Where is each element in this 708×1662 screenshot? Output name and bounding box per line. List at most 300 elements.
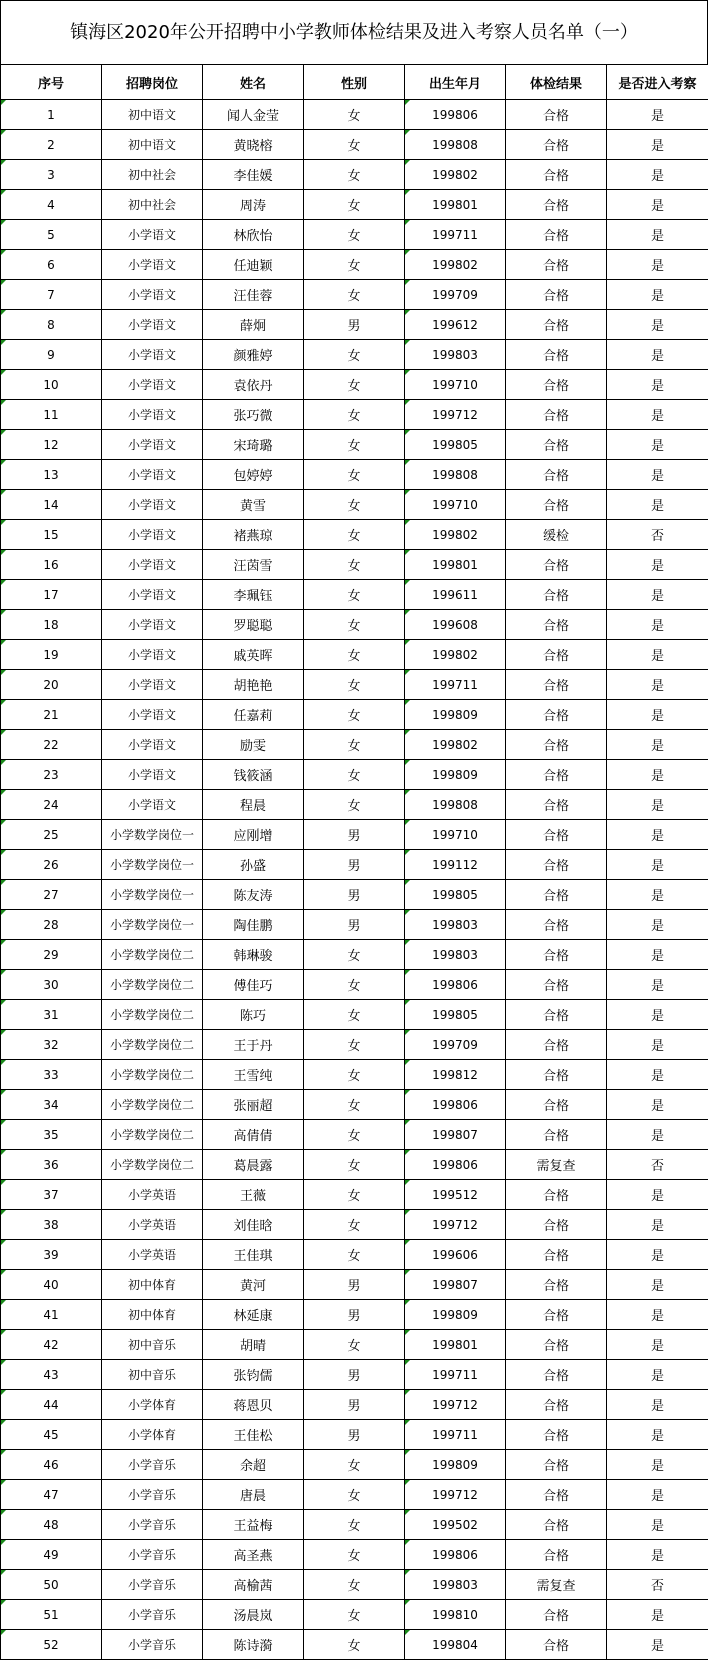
cell-inspection: 是 <box>607 1420 708 1450</box>
cell-index: 23 <box>1 760 102 790</box>
cell-birth: 199807 <box>405 1270 506 1300</box>
page-title: 镇海区2020年公开招聘中小学教师体检结果及进入考察人员名单（一） <box>0 0 708 64</box>
cell-index: 50 <box>1 1570 102 1600</box>
cell-gender: 女 <box>304 430 405 460</box>
cell-index: 51 <box>1 1600 102 1630</box>
cell-name: 程晨 <box>203 790 304 820</box>
table-row <box>1 430 708 460</box>
table-row <box>1 460 708 490</box>
cell-exam-result: 合格 <box>506 280 607 310</box>
cell-position: 小学语文 <box>102 280 203 310</box>
cell-position: 小学数学岗位一 <box>102 850 203 880</box>
cell-gender: 女 <box>304 280 405 310</box>
cell-birth: 199802 <box>405 520 506 550</box>
cell-position: 小学语文 <box>102 520 203 550</box>
cell-name: 胡晴 <box>203 1330 304 1360</box>
cell-index: 44 <box>1 1390 102 1420</box>
table-row <box>1 220 708 250</box>
cell-index: 2 <box>1 130 102 160</box>
cell-name: 袁依丹 <box>203 370 304 400</box>
table-body <box>1 100 708 1660</box>
cell-exam-result: 合格 <box>506 1300 607 1330</box>
header-gender: 性别 <box>304 65 405 100</box>
cell-name: 高榆茜 <box>203 1570 304 1600</box>
cell-name: 王益梅 <box>203 1510 304 1540</box>
cell-birth: 199512 <box>405 1180 506 1210</box>
cell-position: 小学语文 <box>102 550 203 580</box>
cell-exam-result: 合格 <box>506 1420 607 1450</box>
cell-name: 陈诗漪 <box>203 1630 304 1660</box>
cell-position: 小学语文 <box>102 460 203 490</box>
cell-position: 小学数学岗位二 <box>102 970 203 1000</box>
cell-inspection: 是 <box>607 550 708 580</box>
cell-gender: 女 <box>304 730 405 760</box>
cell-inspection: 否 <box>607 1570 708 1600</box>
cell-position: 小学数学岗位二 <box>102 1090 203 1120</box>
cell-inspection: 是 <box>607 1600 708 1630</box>
cell-birth: 199710 <box>405 490 506 520</box>
cell-exam-result: 合格 <box>506 430 607 460</box>
cell-name: 林欣怡 <box>203 220 304 250</box>
cell-birth: 199807 <box>405 1120 506 1150</box>
cell-position: 小学语文 <box>102 670 203 700</box>
cell-index: 37 <box>1 1180 102 1210</box>
table-row <box>1 490 708 520</box>
cell-index: 35 <box>1 1120 102 1150</box>
cell-index: 38 <box>1 1210 102 1240</box>
cell-name: 王于丹 <box>203 1030 304 1060</box>
cell-exam-result: 合格 <box>506 190 607 220</box>
cell-inspection: 是 <box>607 730 708 760</box>
cell-birth: 199803 <box>405 910 506 940</box>
cell-gender: 女 <box>304 1510 405 1540</box>
cell-birth: 199803 <box>405 1570 506 1600</box>
cell-gender: 女 <box>304 1240 405 1270</box>
cell-gender: 女 <box>304 490 405 520</box>
table-row <box>1 610 708 640</box>
cell-name: 陶佳鹏 <box>203 910 304 940</box>
cell-inspection: 是 <box>607 190 708 220</box>
cell-position: 小学语文 <box>102 220 203 250</box>
cell-position: 小学音乐 <box>102 1510 203 1540</box>
table-row <box>1 760 708 790</box>
cell-gender: 男 <box>304 1420 405 1450</box>
cell-exam-result: 合格 <box>506 1480 607 1510</box>
cell-position: 小学语文 <box>102 370 203 400</box>
cell-gender: 女 <box>304 1480 405 1510</box>
cell-index: 8 <box>1 310 102 340</box>
cell-exam-result: 合格 <box>506 1330 607 1360</box>
table-row <box>1 910 708 940</box>
cell-inspection: 否 <box>607 520 708 550</box>
cell-inspection: 是 <box>607 220 708 250</box>
cell-inspection: 是 <box>607 970 708 1000</box>
cell-index: 27 <box>1 880 102 910</box>
cell-inspection: 是 <box>607 1360 708 1390</box>
header-birth: 出生年月 <box>405 65 506 100</box>
cell-position: 初中体育 <box>102 1300 203 1330</box>
cell-inspection: 是 <box>607 580 708 610</box>
cell-birth: 199711 <box>405 670 506 700</box>
cell-index: 26 <box>1 850 102 880</box>
cell-birth: 199801 <box>405 190 506 220</box>
cell-exam-result: 合格 <box>506 700 607 730</box>
cell-gender: 女 <box>304 1090 405 1120</box>
cell-index: 10 <box>1 370 102 400</box>
cell-gender: 女 <box>304 340 405 370</box>
cell-position: 小学音乐 <box>102 1540 203 1570</box>
cell-gender: 男 <box>304 880 405 910</box>
cell-inspection: 是 <box>607 310 708 340</box>
cell-index: 20 <box>1 670 102 700</box>
cell-inspection: 是 <box>607 1240 708 1270</box>
cell-name: 胡艳艳 <box>203 670 304 700</box>
cell-name: 戚英晖 <box>203 640 304 670</box>
table-row <box>1 310 708 340</box>
cell-name: 罗聪聪 <box>203 610 304 640</box>
cell-name: 周涛 <box>203 190 304 220</box>
cell-gender: 女 <box>304 400 405 430</box>
cell-birth: 199802 <box>405 160 506 190</box>
cell-position: 初中语文 <box>102 100 203 130</box>
cell-exam-result: 合格 <box>506 940 607 970</box>
cell-position: 小学语文 <box>102 250 203 280</box>
table-row <box>1 1360 708 1390</box>
cell-name: 钱筱涵 <box>203 760 304 790</box>
cell-index: 42 <box>1 1330 102 1360</box>
cell-index: 5 <box>1 220 102 250</box>
cell-position: 小学语文 <box>102 490 203 520</box>
cell-name: 薛炯 <box>203 310 304 340</box>
cell-name: 颜雅婷 <box>203 340 304 370</box>
cell-inspection: 是 <box>607 100 708 130</box>
cell-index: 12 <box>1 430 102 460</box>
cell-birth: 199712 <box>405 1210 506 1240</box>
cell-name: 李珮钰 <box>203 580 304 610</box>
table-row <box>1 1630 708 1660</box>
cell-name: 傅佳巧 <box>203 970 304 1000</box>
cell-birth: 199709 <box>405 280 506 310</box>
cell-gender: 女 <box>304 250 405 280</box>
cell-name: 王雪纯 <box>203 1060 304 1090</box>
cell-exam-result: 合格 <box>506 1540 607 1570</box>
cell-position: 小学数学岗位二 <box>102 1000 203 1030</box>
cell-gender: 女 <box>304 460 405 490</box>
cell-index: 7 <box>1 280 102 310</box>
table-row <box>1 730 708 760</box>
cell-inspection: 是 <box>607 880 708 910</box>
cell-exam-result: 合格 <box>506 730 607 760</box>
cell-name: 王薇 <box>203 1180 304 1210</box>
cell-inspection: 是 <box>607 1060 708 1090</box>
table-row <box>1 640 708 670</box>
table-row <box>1 280 708 310</box>
table-row <box>1 670 708 700</box>
cell-index: 11 <box>1 400 102 430</box>
cell-inspection: 是 <box>607 1180 708 1210</box>
cell-position: 小学数学岗位二 <box>102 1060 203 1090</box>
cell-gender: 女 <box>304 1180 405 1210</box>
table-row <box>1 100 708 130</box>
cell-exam-result: 合格 <box>506 130 607 160</box>
cell-position: 小学语文 <box>102 580 203 610</box>
cell-birth: 199809 <box>405 1450 506 1480</box>
cell-index: 25 <box>1 820 102 850</box>
cell-name: 高倩倩 <box>203 1120 304 1150</box>
cell-birth: 199810 <box>405 1600 506 1630</box>
cell-exam-result: 合格 <box>506 640 607 670</box>
cell-inspection: 是 <box>607 1120 708 1150</box>
cell-exam-result: 合格 <box>506 850 607 880</box>
cell-name: 任嘉莉 <box>203 700 304 730</box>
table-row <box>1 370 708 400</box>
cell-inspection: 是 <box>607 940 708 970</box>
cell-inspection: 是 <box>607 1300 708 1330</box>
cell-position: 小学英语 <box>102 1210 203 1240</box>
cell-index: 34 <box>1 1090 102 1120</box>
cell-position: 小学音乐 <box>102 1480 203 1510</box>
cell-index: 17 <box>1 580 102 610</box>
cell-index: 52 <box>1 1630 102 1660</box>
cell-inspection: 是 <box>607 1000 708 1030</box>
cell-exam-result: 合格 <box>506 1060 607 1090</box>
cell-exam-result: 合格 <box>506 1030 607 1060</box>
cell-birth: 199805 <box>405 430 506 460</box>
cell-gender: 女 <box>304 370 405 400</box>
table-row <box>1 1030 708 1060</box>
cell-exam-result: 合格 <box>506 880 607 910</box>
cell-index: 3 <box>1 160 102 190</box>
cell-gender: 女 <box>304 670 405 700</box>
cell-gender: 女 <box>304 520 405 550</box>
cell-gender: 女 <box>304 1000 405 1030</box>
table-row <box>1 1090 708 1120</box>
cell-inspection: 是 <box>607 640 708 670</box>
cell-index: 21 <box>1 700 102 730</box>
table-row <box>1 970 708 1000</box>
cell-inspection: 是 <box>607 1630 708 1660</box>
cell-position: 小学英语 <box>102 1180 203 1210</box>
cell-index: 1 <box>1 100 102 130</box>
table-row <box>1 1420 708 1450</box>
cell-name: 林延康 <box>203 1300 304 1330</box>
cell-name: 励雯 <box>203 730 304 760</box>
cell-name: 黄雪 <box>203 490 304 520</box>
cell-exam-result: 合格 <box>506 1180 607 1210</box>
cell-name: 唐晨 <box>203 1480 304 1510</box>
cell-exam-result: 合格 <box>506 100 607 130</box>
cell-name: 张丽超 <box>203 1090 304 1120</box>
cell-inspection: 是 <box>607 610 708 640</box>
cell-gender: 女 <box>304 1150 405 1180</box>
cell-inspection: 是 <box>607 1450 708 1480</box>
cell-exam-result: 合格 <box>506 1210 607 1240</box>
cell-inspection: 是 <box>607 1390 708 1420</box>
cell-exam-result: 合格 <box>506 1090 607 1120</box>
cell-exam-result: 合格 <box>506 1120 607 1150</box>
cell-inspection: 是 <box>607 460 708 490</box>
cell-index: 31 <box>1 1000 102 1030</box>
cell-birth: 199806 <box>405 1150 506 1180</box>
cell-name: 汪佳蓉 <box>203 280 304 310</box>
cell-gender: 女 <box>304 1060 405 1090</box>
cell-inspection: 是 <box>607 820 708 850</box>
cell-birth: 199712 <box>405 1390 506 1420</box>
cell-birth: 199710 <box>405 370 506 400</box>
cell-exam-result: 合格 <box>506 550 607 580</box>
cell-position: 小学语文 <box>102 340 203 370</box>
cell-exam-result: 需复查 <box>506 1150 607 1180</box>
table-row <box>1 1240 708 1270</box>
cell-birth: 199712 <box>405 1480 506 1510</box>
cell-position: 初中音乐 <box>102 1360 203 1390</box>
cell-index: 41 <box>1 1300 102 1330</box>
cell-exam-result: 合格 <box>506 220 607 250</box>
cell-position: 小学音乐 <box>102 1450 203 1480</box>
table-row <box>1 520 708 550</box>
header-row <box>1 65 708 100</box>
cell-inspection: 是 <box>607 1210 708 1240</box>
cell-birth: 199804 <box>405 1630 506 1660</box>
cell-name: 刘佳晗 <box>203 1210 304 1240</box>
cell-gender: 女 <box>304 190 405 220</box>
cell-gender: 女 <box>304 970 405 1000</box>
cell-exam-result: 合格 <box>506 310 607 340</box>
cell-exam-result: 合格 <box>506 460 607 490</box>
cell-gender: 女 <box>304 580 405 610</box>
cell-exam-result: 合格 <box>506 490 607 520</box>
cell-name: 宋琦璐 <box>203 430 304 460</box>
cell-name: 汪茵雪 <box>203 550 304 580</box>
cell-gender: 女 <box>304 760 405 790</box>
table-row <box>1 1510 708 1540</box>
table-row <box>1 400 708 430</box>
cell-inspection: 是 <box>607 490 708 520</box>
table-row <box>1 190 708 220</box>
table-row <box>1 1480 708 1510</box>
results-table <box>0 64 708 1660</box>
header-name: 姓名 <box>203 65 304 100</box>
cell-name: 蒋恩贝 <box>203 1390 304 1420</box>
table-row <box>1 790 708 820</box>
cell-position: 小学语文 <box>102 730 203 760</box>
cell-name: 黄晓榕 <box>203 130 304 160</box>
cell-name: 汤晨岚 <box>203 1600 304 1630</box>
cell-index: 14 <box>1 490 102 520</box>
table-row <box>1 700 708 730</box>
cell-position: 小学语文 <box>102 310 203 340</box>
cell-birth: 199802 <box>405 250 506 280</box>
cell-name: 应刚增 <box>203 820 304 850</box>
cell-name: 孙盛 <box>203 850 304 880</box>
cell-exam-result: 合格 <box>506 400 607 430</box>
cell-birth: 199612 <box>405 310 506 340</box>
cell-exam-result: 合格 <box>506 790 607 820</box>
cell-gender: 女 <box>304 220 405 250</box>
cell-inspection: 是 <box>607 370 708 400</box>
cell-name: 葛晨露 <box>203 1150 304 1180</box>
cell-birth: 199801 <box>405 1330 506 1360</box>
cell-birth: 199806 <box>405 1540 506 1570</box>
cell-position: 小学体育 <box>102 1390 203 1420</box>
cell-position: 小学音乐 <box>102 1630 203 1660</box>
cell-inspection: 是 <box>607 760 708 790</box>
cell-name: 余超 <box>203 1450 304 1480</box>
cell-inspection: 是 <box>607 1090 708 1120</box>
cell-gender: 女 <box>304 1570 405 1600</box>
table-row <box>1 1270 708 1300</box>
cell-inspection: 是 <box>607 160 708 190</box>
table-row <box>1 1330 708 1360</box>
cell-position: 初中音乐 <box>102 1330 203 1360</box>
cell-position: 小学音乐 <box>102 1570 203 1600</box>
cell-gender: 女 <box>304 1330 405 1360</box>
cell-gender: 男 <box>304 820 405 850</box>
cell-birth: 199801 <box>405 550 506 580</box>
cell-name: 陈友涛 <box>203 880 304 910</box>
cell-position: 初中体育 <box>102 1270 203 1300</box>
cell-position: 小学数学岗位一 <box>102 820 203 850</box>
cell-exam-result: 合格 <box>506 820 607 850</box>
cell-exam-result: 合格 <box>506 1000 607 1030</box>
cell-exam-result: 需复查 <box>506 1570 607 1600</box>
cell-inspection: 是 <box>607 1480 708 1510</box>
cell-birth: 199808 <box>405 790 506 820</box>
cell-position: 小学英语 <box>102 1240 203 1270</box>
cell-inspection: 是 <box>607 850 708 880</box>
cell-index: 13 <box>1 460 102 490</box>
cell-birth: 199812 <box>405 1060 506 1090</box>
cell-inspection: 是 <box>607 1510 708 1540</box>
cell-name: 王佳琪 <box>203 1240 304 1270</box>
cell-position: 小学数学岗位一 <box>102 880 203 910</box>
cell-inspection: 是 <box>607 1330 708 1360</box>
cell-birth: 199611 <box>405 580 506 610</box>
cell-index: 29 <box>1 940 102 970</box>
cell-inspection: 是 <box>607 700 708 730</box>
cell-exam-result: 合格 <box>506 250 607 280</box>
cell-birth: 199711 <box>405 1420 506 1450</box>
table-row <box>1 1000 708 1030</box>
cell-inspection: 是 <box>607 1540 708 1570</box>
cell-name: 韩琳骏 <box>203 940 304 970</box>
table-row <box>1 1120 708 1150</box>
cell-index: 49 <box>1 1540 102 1570</box>
cell-exam-result: 合格 <box>506 370 607 400</box>
cell-position: 小学语文 <box>102 640 203 670</box>
cell-gender: 女 <box>304 550 405 580</box>
cell-name: 黄河 <box>203 1270 304 1300</box>
cell-exam-result: 合格 <box>506 1270 607 1300</box>
cell-position: 初中社会 <box>102 190 203 220</box>
cell-gender: 女 <box>304 1630 405 1660</box>
cell-name: 张巧微 <box>203 400 304 430</box>
cell-index: 36 <box>1 1150 102 1180</box>
cell-index: 39 <box>1 1240 102 1270</box>
cell-birth: 199806 <box>405 970 506 1000</box>
cell-position: 小学数学岗位二 <box>102 940 203 970</box>
cell-gender: 男 <box>304 850 405 880</box>
cell-exam-result: 合格 <box>506 970 607 1000</box>
cell-birth: 199802 <box>405 640 506 670</box>
cell-name: 高圣燕 <box>203 1540 304 1570</box>
cell-gender: 女 <box>304 160 405 190</box>
cell-position: 小学语文 <box>102 790 203 820</box>
cell-inspection: 是 <box>607 130 708 160</box>
table-row <box>1 550 708 580</box>
table-row <box>1 940 708 970</box>
cell-gender: 女 <box>304 100 405 130</box>
